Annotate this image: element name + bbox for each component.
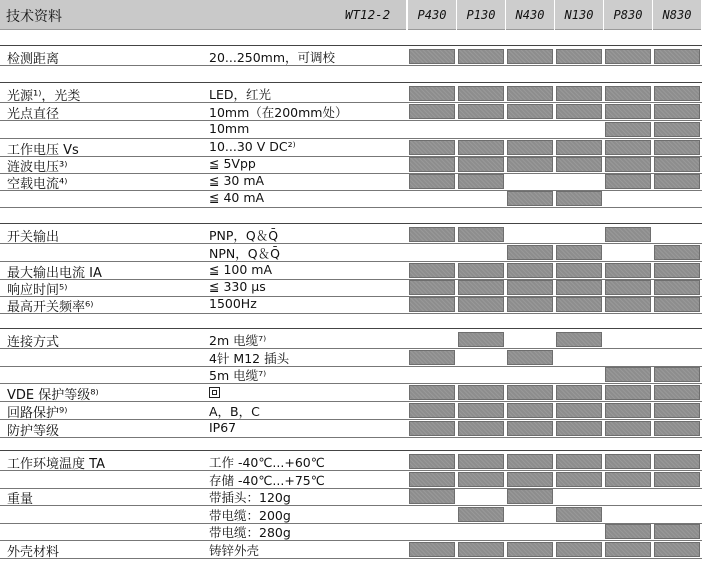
applicability-cell-p430 [409, 157, 455, 172]
applicability-cell-p430 [409, 472, 455, 487]
applicability-cell-n430 [507, 245, 553, 260]
applicability-cell-n830 [654, 104, 700, 119]
applicability-cell-p830 [605, 140, 651, 155]
spec-value: 5m 电缆⁷⁾ [209, 368, 267, 383]
applicability-cell-p430 [409, 421, 455, 436]
applicability-cell-n130 [556, 191, 602, 206]
spec-value: ≦ 5Vpp [209, 156, 256, 171]
applicability-cell-p130 [458, 385, 504, 400]
applicability-cell-n130 [556, 332, 602, 347]
spec-row [0, 401, 702, 419]
model-header-p430: P430 [408, 0, 456, 30]
applicability-cell-p430 [409, 86, 455, 101]
spec-label: 光点直径 [7, 107, 60, 122]
applicability-cell-n130 [556, 542, 602, 557]
spec-label: 最高开关频率⁶⁾ [7, 300, 94, 315]
series-label: WT12-2 [345, 7, 391, 22]
spec-row [0, 138, 702, 156]
spec-value: 2m 电缆⁷⁾ [209, 333, 267, 348]
applicability-cell-p130 [458, 454, 504, 469]
spec-label: 开关输出 [7, 230, 60, 245]
spec-label: 外壳材料 [7, 545, 60, 560]
applicability-cell-p130 [458, 86, 504, 101]
applicability-cell-n830 [654, 157, 700, 172]
applicability-cell-p830 [605, 280, 651, 295]
applicability-cell-n130 [556, 157, 602, 172]
applicability-cell-p830 [605, 367, 651, 382]
applicability-cell-n830 [654, 280, 700, 295]
spec-row [0, 365, 702, 383]
applicability-cell-p830 [605, 86, 651, 101]
spec-value [209, 384, 220, 399]
applicability-cell-p830 [605, 454, 651, 469]
applicability-cell-n130 [556, 104, 602, 119]
applicability-cell-p830 [605, 49, 651, 64]
applicability-cell-n430 [507, 191, 553, 206]
applicability-cell-n130 [556, 297, 602, 312]
spec-row [0, 47, 702, 65]
applicability-cell-n830 [654, 86, 700, 101]
applicability-cell-p430 [409, 350, 455, 365]
applicability-cell-n430 [507, 489, 553, 504]
applicability-cell-n430 [507, 263, 553, 278]
applicability-cell-p130 [458, 332, 504, 347]
spec-row [0, 452, 702, 470]
spec-value: ≦ 100 mA [209, 262, 273, 277]
spec-row [0, 522, 702, 540]
header-bar [0, 0, 406, 30]
applicability-cell-n830 [654, 122, 700, 137]
spec-label: 响应时间⁵⁾ [7, 283, 68, 298]
applicability-cell-p130 [458, 472, 504, 487]
spec-row [0, 505, 702, 523]
applicability-cell-n830 [654, 297, 700, 312]
spec-label: 最大输出电流 IA [7, 266, 102, 281]
protection-class-ii-icon [209, 387, 220, 398]
spec-value: A，B，C [209, 404, 260, 419]
applicability-cell-n430 [507, 280, 553, 295]
applicability-cell-p430 [409, 174, 455, 189]
spec-row [0, 540, 702, 558]
sheet-title: 技术资料 [6, 9, 62, 25]
spec-row [0, 348, 702, 366]
section-divider [0, 45, 702, 46]
applicability-cell-n430 [507, 297, 553, 312]
model-header-n830: N830 [653, 0, 701, 30]
spec-label: 防护等级 [7, 424, 60, 439]
applicability-cell-n130 [556, 263, 602, 278]
applicability-cell-n430 [507, 403, 553, 418]
applicability-cell-n830 [654, 367, 700, 382]
applicability-cell-n130 [556, 385, 602, 400]
applicability-cell-p130 [458, 421, 504, 436]
spec-row [0, 278, 702, 296]
spec-row [0, 243, 702, 261]
spec-value: 铸锌外壳 [209, 543, 260, 558]
row-divider [0, 207, 702, 208]
applicability-cell-n130 [556, 49, 602, 64]
spec-value: 10...30 V DC²⁾ [209, 139, 296, 154]
applicability-cell-n830 [654, 542, 700, 557]
spec-value: 带电缆：200g [209, 508, 291, 523]
applicability-cell-p130 [458, 297, 504, 312]
applicability-cell-n130 [556, 472, 602, 487]
applicability-cell-p430 [409, 403, 455, 418]
spec-row [0, 155, 702, 173]
applicability-cell-n130 [556, 421, 602, 436]
applicability-cell-p130 [458, 227, 504, 242]
spec-row [0, 225, 702, 243]
applicability-cell-p430 [409, 297, 455, 312]
spec-value: LED，红光 [209, 87, 271, 102]
applicability-cell-p130 [458, 49, 504, 64]
spec-row [0, 120, 702, 138]
applicability-cell-p430 [409, 140, 455, 155]
row-divider [0, 313, 702, 314]
spec-value: 10mm（在200mm处） [209, 105, 348, 120]
applicability-cell-p130 [458, 542, 504, 557]
spec-label: 重量 [7, 492, 34, 507]
applicability-cell-p830 [605, 403, 651, 418]
spec-row [0, 419, 702, 437]
section-divider [0, 328, 702, 329]
section-divider [0, 223, 702, 224]
spec-value: PNP，Q＆Q̄ [209, 228, 279, 243]
spec-value: 带插头：120g [209, 490, 291, 505]
applicability-cell-n430 [507, 49, 553, 64]
applicability-cell-p830 [605, 157, 651, 172]
spec-row [0, 84, 702, 102]
spec-row [0, 470, 702, 488]
applicability-cell-n830 [654, 472, 700, 487]
applicability-cell-p830 [605, 263, 651, 278]
spec-row [0, 261, 702, 279]
applicability-cell-n830 [654, 385, 700, 400]
row-divider [0, 65, 702, 66]
applicability-cell-p130 [458, 403, 504, 418]
spec-label: 空载电流⁴⁾ [7, 177, 68, 192]
spec-value: ≦ 40 mA [209, 190, 265, 205]
spec-row [0, 172, 702, 190]
spec-label: 检测距离 [7, 52, 60, 67]
applicability-cell-n130 [556, 140, 602, 155]
applicability-cell-p830 [605, 524, 651, 539]
spec-value: 4针 M12 插头 [209, 351, 290, 366]
applicability-cell-p830 [605, 227, 651, 242]
applicability-cell-n430 [507, 472, 553, 487]
model-header-p830: P830 [604, 0, 652, 30]
applicability-cell-p830 [605, 122, 651, 137]
applicability-cell-p430 [409, 263, 455, 278]
spec-label: 回路保护⁹⁾ [7, 406, 68, 421]
applicability-cell-n430 [507, 104, 553, 119]
applicability-cell-n430 [507, 385, 553, 400]
spec-label: 工作电压 Vs [7, 143, 79, 158]
applicability-cell-p430 [409, 542, 455, 557]
spec-row [0, 295, 702, 313]
applicability-cell-n830 [654, 403, 700, 418]
applicability-cell-p130 [458, 174, 504, 189]
applicability-cell-p430 [409, 489, 455, 504]
applicability-cell-p830 [605, 421, 651, 436]
applicability-cell-n430 [507, 157, 553, 172]
section-divider [0, 82, 702, 83]
applicability-cell-p430 [409, 280, 455, 295]
spec-value: 20...250mm，可调校 [209, 50, 336, 65]
section-divider [0, 450, 702, 451]
applicability-cell-p130 [458, 104, 504, 119]
spec-value: 10mm [209, 121, 250, 136]
applicability-cell-n430 [507, 86, 553, 101]
spec-row [0, 189, 702, 207]
applicability-cell-p130 [458, 280, 504, 295]
spec-label: VDE 保护等级⁸⁾ [7, 388, 99, 403]
applicability-cell-n830 [654, 421, 700, 436]
applicability-cell-n830 [654, 174, 700, 189]
applicability-cell-p830 [605, 542, 651, 557]
applicability-cell-p430 [409, 227, 455, 242]
applicability-cell-p830 [605, 104, 651, 119]
applicability-cell-n830 [654, 263, 700, 278]
spec-row [0, 330, 702, 348]
model-header-n130: N130 [555, 0, 603, 30]
spec-label: 连接方式 [7, 335, 60, 350]
applicability-cell-p130 [458, 507, 504, 522]
applicability-cell-n130 [556, 403, 602, 418]
applicability-cell-n430 [507, 542, 553, 557]
spec-value: 1500Hz [209, 296, 257, 311]
model-header-p130: P130 [457, 0, 505, 30]
applicability-cell-p830 [605, 472, 651, 487]
applicability-cell-n130 [556, 507, 602, 522]
applicability-cell-p430 [409, 104, 455, 119]
applicability-cell-n130 [556, 280, 602, 295]
spec-label: 涟波电压³⁾ [7, 160, 68, 175]
spec-label: 光源¹⁾，光类 [7, 89, 81, 104]
spec-value: ≦ 30 mA [209, 173, 265, 188]
spec-value: ≦ 330 μs [209, 279, 266, 294]
applicability-cell-n830 [654, 524, 700, 539]
applicability-cell-p430 [409, 454, 455, 469]
applicability-cell-n430 [507, 140, 553, 155]
applicability-cell-p130 [458, 263, 504, 278]
spec-label: 工作环境温度 TA [7, 457, 105, 472]
applicability-cell-n130 [556, 86, 602, 101]
spec-value: IP67 [209, 420, 237, 435]
applicability-cell-p130 [458, 140, 504, 155]
row-divider [0, 437, 702, 438]
model-header-n430: N430 [506, 0, 554, 30]
applicability-cell-p830 [605, 297, 651, 312]
row-divider [0, 558, 702, 559]
applicability-cell-p830 [605, 385, 651, 400]
spec-row [0, 383, 702, 401]
applicability-cell-p430 [409, 385, 455, 400]
spec-value: 带电缆：280g [209, 525, 291, 540]
applicability-cell-n830 [654, 49, 700, 64]
spec-row [0, 102, 702, 120]
applicability-cell-p430 [409, 49, 455, 64]
applicability-cell-n130 [556, 245, 602, 260]
applicability-cell-p130 [458, 157, 504, 172]
spec-value: NPN，Q＆Q̄ [209, 246, 280, 261]
spec-value: 存储 -40℃...+75℃ [209, 473, 325, 488]
applicability-cell-n430 [507, 421, 553, 436]
applicability-cell-n830 [654, 245, 700, 260]
applicability-cell-n830 [654, 140, 700, 155]
spec-row [0, 487, 702, 505]
applicability-cell-n830 [654, 454, 700, 469]
applicability-cell-p830 [605, 174, 651, 189]
spec-value: 工作 -40℃...+60℃ [209, 455, 325, 470]
applicability-cell-n430 [507, 454, 553, 469]
applicability-cell-n430 [507, 350, 553, 365]
applicability-cell-n130 [556, 454, 602, 469]
